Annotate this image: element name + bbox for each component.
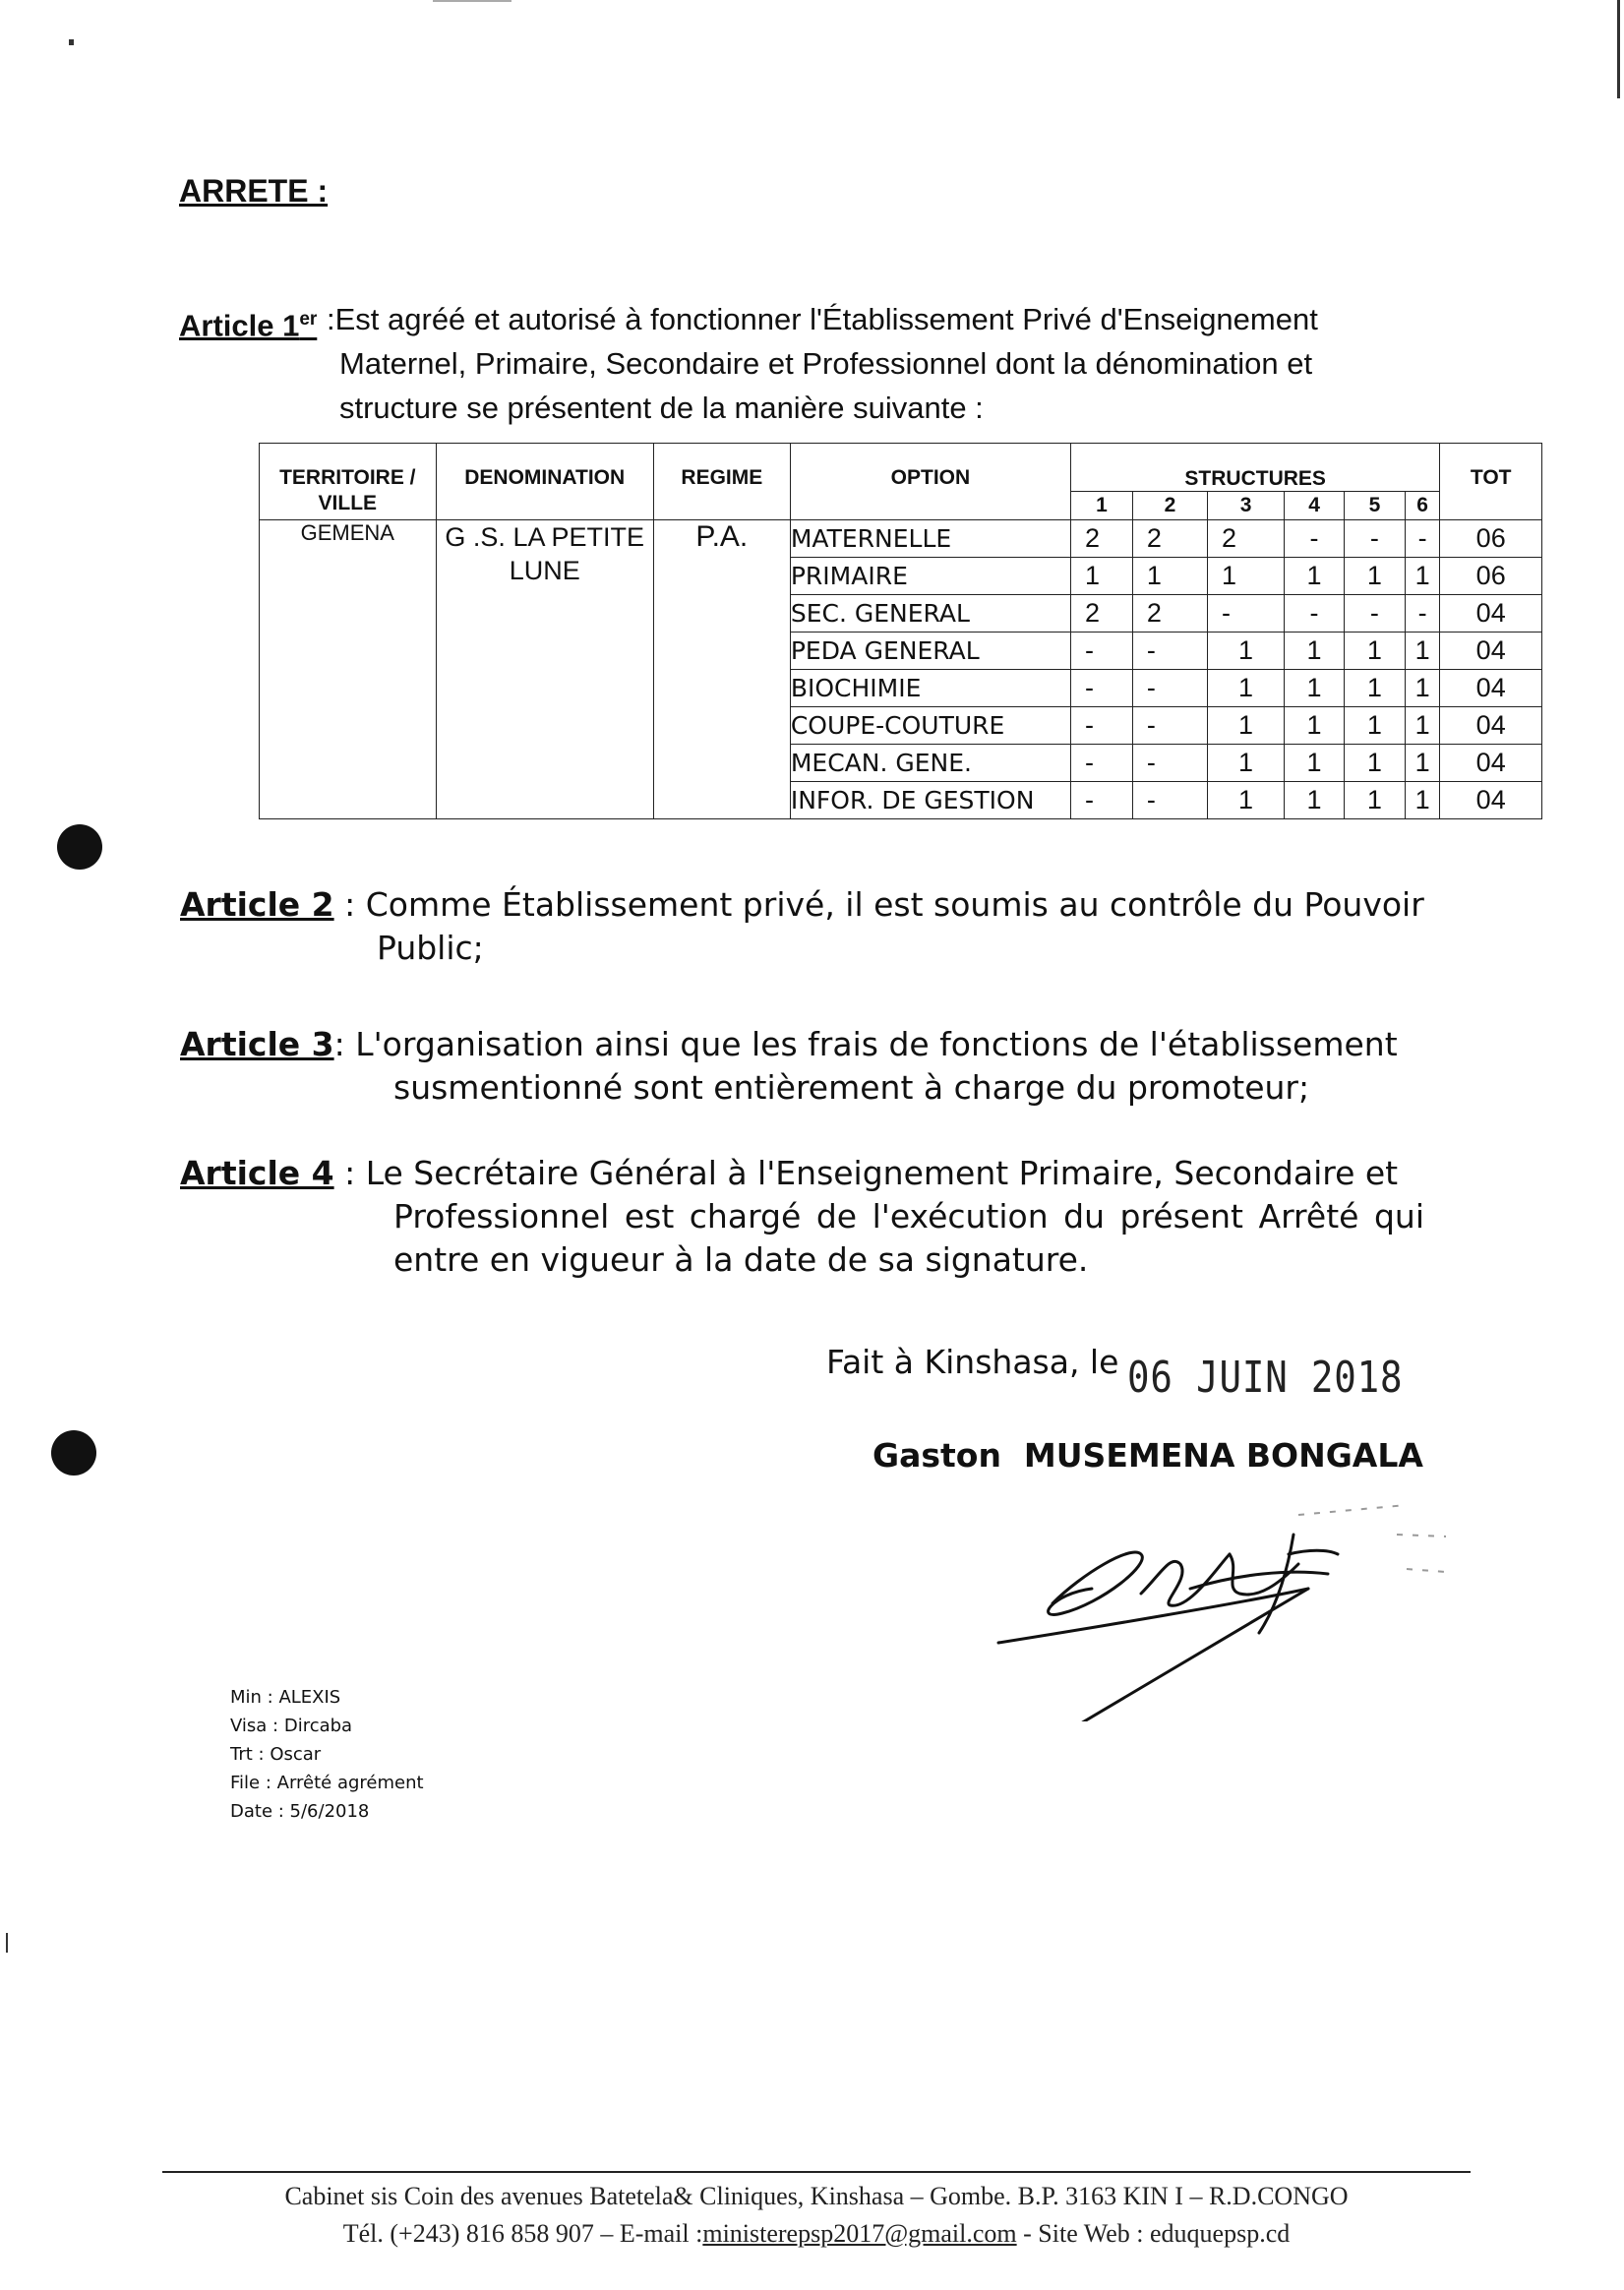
cell-structure-value: 1 (1285, 782, 1345, 819)
cell-tot: 04 (1440, 707, 1542, 745)
cell-structure-value: 1 (1207, 745, 1284, 782)
binder-hole-dot (57, 824, 102, 870)
footer-divider (162, 2171, 1471, 2173)
cell-structure-value: 1 (1344, 707, 1405, 745)
article-2-continuation: Public; (377, 929, 484, 967)
cell-structure-value: 1 (1207, 633, 1284, 670)
cell-structure-value: 1 (1405, 633, 1440, 670)
cell-territoire: GEMENA (260, 520, 437, 819)
cell-structure-value: - (1344, 520, 1405, 558)
footer-contact: Tél. (+243) 816 858 907 – E-mail :ministerepsp2017@gmail.com - Site Web : eduquepsp.cd (342, 2219, 1291, 2248)
cell-structure-value: - (1285, 520, 1345, 558)
cell-structure-value: - (1285, 595, 1345, 633)
cell-structure-value: - (1207, 595, 1284, 633)
cell-structure-value: - (1132, 707, 1207, 745)
date-stamp: 06 JUIN 2018 (1127, 1353, 1404, 1403)
cell-structure-value: - (1070, 633, 1132, 670)
cell-structure-value: - (1070, 745, 1132, 782)
cell-option: PEDA GENERAL (790, 633, 1070, 670)
cell-structure-value: - (1132, 633, 1207, 670)
header-tot: TOT (1440, 444, 1542, 520)
cell-denomination: G .S. LA PETITE LUNE (436, 520, 653, 819)
scan-speck (6, 1933, 8, 1953)
header-structure-number: 1 (1070, 492, 1132, 520)
cell-structure-value: 1 (1344, 670, 1405, 707)
article-4 (180, 1152, 1424, 1282)
cell-tot: 06 (1440, 520, 1542, 558)
cell-structure-value: 1 (1285, 670, 1345, 707)
decree-heading: ARRETE : (179, 173, 329, 209)
binder-hole-dot (51, 1430, 96, 1476)
cell-structure-value: 1 (1405, 558, 1440, 595)
cell-structure-value: 2 (1070, 595, 1132, 633)
cell-structure-value: 1 (1344, 782, 1405, 819)
cell-structure-value: 1 (1285, 745, 1345, 782)
cell-structure-value: - (1132, 745, 1207, 782)
cell-structure-value: 1 (1207, 707, 1284, 745)
header-option: OPTION (790, 444, 1070, 520)
scan-speck (69, 39, 74, 45)
article-3 (180, 1023, 1424, 1110)
cell-tot: 04 (1440, 595, 1542, 633)
cell-structure-value: 1 (1207, 782, 1284, 819)
cell-structure-value: 2 (1132, 520, 1207, 558)
cell-structure-value: - (1405, 595, 1440, 633)
header-territoire: TERRITOIRE / VILLE (260, 444, 437, 520)
cell-structure-value: 1 (1405, 782, 1440, 819)
structure-table-body (260, 520, 1542, 819)
structure-table (259, 443, 1542, 819)
cell-option: COUPE-COUTURE (790, 707, 1070, 745)
header-structures: STRUCTURES (1070, 444, 1439, 492)
cell-structure-value: 2 (1132, 595, 1207, 633)
cell-structure-value: 1 (1405, 707, 1440, 745)
footer (162, 2178, 1471, 2253)
cell-tot: 06 (1440, 558, 1542, 595)
header-structure-number: 4 (1285, 492, 1345, 520)
reference-block (230, 1683, 424, 1826)
article-2 (180, 883, 1424, 970)
header-regime: REGIME (653, 444, 790, 520)
header-structure-number: 6 (1405, 492, 1440, 520)
cell-structure-value: 1 (1405, 745, 1440, 782)
place-date-label: Fait à Kinshasa, le (826, 1343, 1119, 1381)
reference-line: File : Arrêté agrément (230, 1773, 424, 1793)
article-1-line: Maternel, Primaire, Secondaire et Professionnel dont la dénomination et (339, 346, 1313, 381)
cell-structure-value: - (1405, 520, 1440, 558)
cell-structure-value: 1 (1285, 558, 1345, 595)
cell-tot: 04 (1440, 670, 1542, 707)
cell-structure-value: - (1132, 782, 1207, 819)
cell-regime: P.A. (653, 520, 790, 819)
footer-email-link[interactable]: ministerepsp2017@gmail.com (702, 2219, 1017, 2248)
scan-speck (433, 0, 511, 2)
reference-line: Trt : Oscar (230, 1744, 322, 1765)
cell-structure-value: 2 (1070, 520, 1132, 558)
article-4-label: Article 4 (180, 1154, 334, 1192)
cell-structure-value: 2 (1207, 520, 1284, 558)
cell-option: BIOCHIMIE (790, 670, 1070, 707)
cell-tot: 04 (1440, 633, 1542, 670)
cell-structure-value: - (1344, 595, 1405, 633)
cell-structure-value: 1 (1285, 707, 1345, 745)
article-1-label: Article 1er (179, 308, 318, 343)
cell-structure-value: 1 (1132, 558, 1207, 595)
cell-option: MATERNELLE (790, 520, 1070, 558)
cell-structure-value: 1 (1207, 558, 1284, 595)
cell-option: PRIMAIRE (790, 558, 1070, 595)
cell-structure-value: 1 (1344, 558, 1405, 595)
article-2-first-line: : Comme Établissement privé, il est soumis au contrôle du Pouvoir (333, 885, 1424, 924)
cell-structure-value: 1 (1285, 633, 1345, 670)
article-1-line: :Est agréé et autorisé à fonctionner l'Établissement Privé d'Enseignement (327, 302, 1318, 336)
article-3-label: Article 3 (180, 1025, 334, 1063)
cell-structure-value: 1 (1344, 633, 1405, 670)
cell-structure-value: - (1070, 782, 1132, 819)
cell-option: INFOR. DE GESTION (790, 782, 1070, 819)
cell-structure-value: 1 (1405, 670, 1440, 707)
article-3-first-line: : L'organisation ainsi que les frais de fonctions de l'établissement (333, 1025, 1398, 1063)
footer-address: Cabinet sis Coin des avenues Batetela& Cliniques, Kinshasa – Gombe. B.P. 3163 KIN I – R.D.CONGO (284, 2182, 1349, 2210)
header-structure-number: 3 (1207, 492, 1284, 520)
cell-tot: 04 (1440, 782, 1542, 819)
handwritten-signature (993, 1495, 1456, 1721)
cell-structure-value: - (1070, 707, 1132, 745)
cell-structure-value: - (1070, 670, 1132, 707)
cell-structure-value: 1 (1207, 670, 1284, 707)
scan-speck (1617, 0, 1620, 98)
cell-option: MECAN. GENE. (790, 745, 1070, 782)
header-denomination: DENOMINATION (436, 444, 653, 520)
article-2-label: Article 2 (180, 885, 334, 924)
reference-line: Min : ALEXIS (230, 1687, 341, 1708)
table-row (260, 520, 1542, 558)
reference-line: Date : 5/6/2018 (230, 1801, 370, 1822)
header-structure-number: 2 (1132, 492, 1207, 520)
header-structure-number: 5 (1344, 492, 1405, 520)
article-4-first-line: : Le Secrétaire Général à l'Enseignement Primaire, Secondaire et (333, 1154, 1399, 1192)
cell-structure-value: - (1132, 670, 1207, 707)
cell-option: SEC. GENERAL (790, 595, 1070, 633)
cell-tot: 04 (1440, 745, 1542, 782)
article-3-continuation: susmentionné sont entièrement à charge du promoteur; (393, 1068, 1310, 1107)
article-4-continuation: Professionnel est chargé de l'exécution du présent Arrêté qui entre en vigueur à la date de sa signature. (393, 1197, 1424, 1279)
reference-line: Visa : Dircaba (230, 1716, 353, 1736)
article-1 (179, 297, 1423, 430)
signer-name: Gaston MUSEMENA BONGALA (872, 1436, 1423, 1475)
article-1-line: structure se présentent de la manière suivante : (339, 391, 984, 425)
cell-structure-value: 1 (1070, 558, 1132, 595)
cell-structure-value: 1 (1344, 745, 1405, 782)
